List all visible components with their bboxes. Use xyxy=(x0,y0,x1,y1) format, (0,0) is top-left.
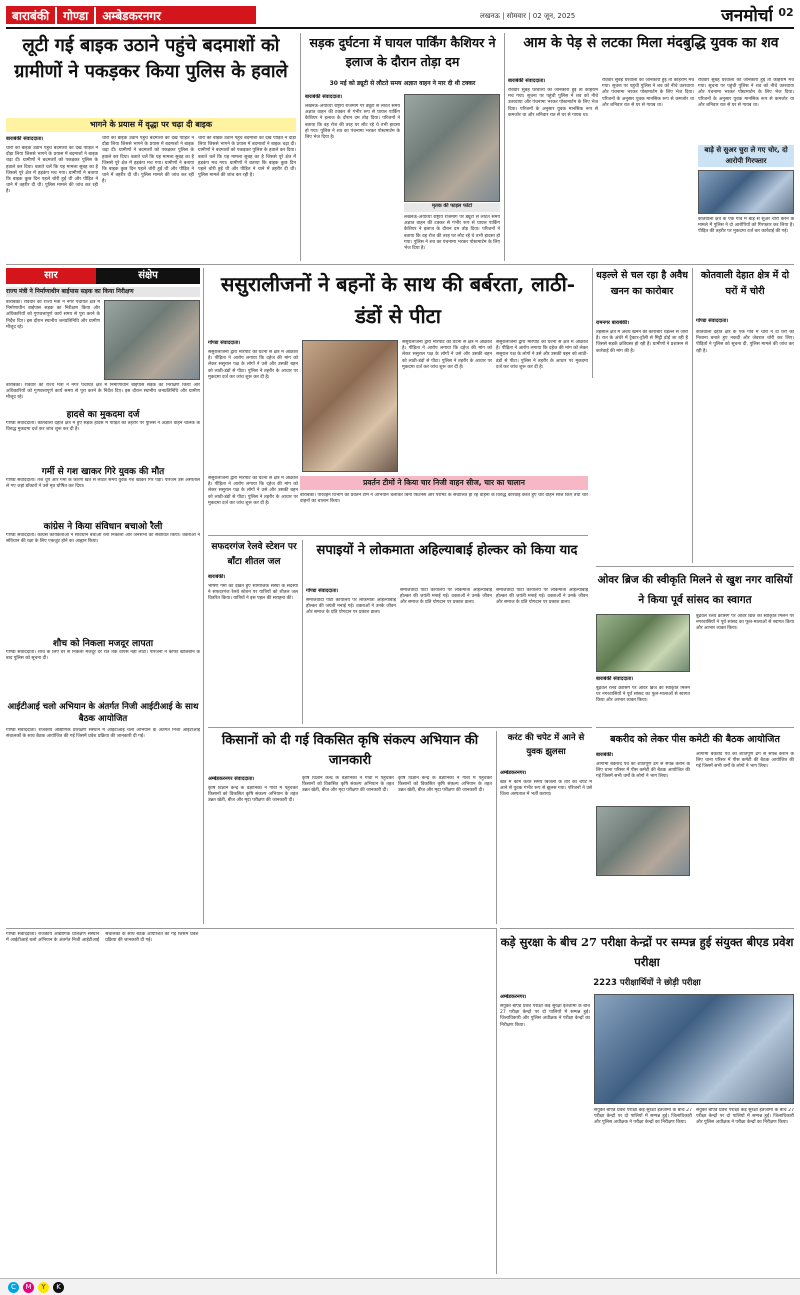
saar-item1-body: गोण्डा संवाददाता। कोतवाली देहात क्षेत्र में हुए सड़क हादसे में पीड़ित की तहरीर पर पुलिस ने अज्ञात वाहन चालक के विरुद्ध मुकदमा दर्ज कर जांच शुरू कर दी है। xyxy=(6,421,200,433)
section-bar xyxy=(6,6,256,24)
story1-body: चोरी की बाइक उठाने पहुंचे बदमाशों को देख पीड़ित ने दौड़ा लिया जिससे भागने के प्रयास में बदमाशों ने बाइक चढ़ा दी। ग्रामीणों ने बदमाशों को पकड़कर पुलिस के हवाले कर दिया। बताते चलें कि यह मामला सुबह का है जिससे पूरे क्षेत्र में हड़कंप मच गया। ग्रामीणों ने बताया कि बाइक कुछ दिन पहले चोरी हुई थी और पीड़ित ने थाने में तहरीर दी थी। पुलिस मामले की जांच कर रही है। xyxy=(6,146,98,195)
story15-subhead: 2223 परीक्षार्थियों ने छोड़ी परीक्षा xyxy=(593,978,701,988)
story11-photo xyxy=(596,614,690,672)
saar-item0-body-cont: बाराबंकी। रविवार को राज्य मंत्री ने नगर पंचायत क्षेत्र में निर्माणाधीन बाईपास सड़क का निरीक्षण किया और अधिकारियों को गुणवत्तापूर्ण कार्य समय से पूरा करने के निर्देश दिए। इस दौरान स्थानीय जनप्रतिनिधि और ग्रामीण मौजूद रहे। xyxy=(6,383,200,401)
story2-byline: बाराबंकी संवाददाता। xyxy=(305,94,343,100)
story10-body-col3: समाजवादी पार्टी कार्यालय पर लोकमाता अहिल्याबाई होल्कर की जयंती मनाई गई। वक्ताओं ने उनके जीवन और समाज के प्रति योगदान पर प्रकाश डाला। xyxy=(496,588,588,606)
story4-photo xyxy=(698,170,794,214)
story12-body: आगामी बकरीद पर्व को शांतिपूर्ण ढंग से संपन्न कराने के लिए थाना परिसर में पीस कमेटी की बैठक आयोजित की गई जिसमें सभी धर्मों के लोगों ने भाग लिया। xyxy=(596,762,690,780)
story13-body-col3: कृषि विज्ञान केन्द्र के वैज्ञानिकों ने गांवों में पहुंचकर किसानों को विकसित कृषि संकल्प अभियान के तहत उन्नत खेती, बीज और मृदा परीक्षण की जानकारी दी। xyxy=(398,776,492,794)
story13-body-col2: कृषि विज्ञान केन्द्र के वैज्ञानिकों ने गांवों में पहुंचकर किसानों को विकसित कृषि संकल्प अभियान के तहत उन्नत खेती, बीज और मृदा परीक्षण की जानकारी दी। xyxy=(302,776,394,794)
story13-body: कृषि विज्ञान केन्द्र के वैज्ञानिकों ने गांवों में पहुंचकर किसानों को विकसित कृषि संकल्प अभियान के तहत उन्नत खेती, बीज और मृदा परीक्षण की जानकारी दी। xyxy=(208,786,298,804)
story1-body-col2: चोरी की बाइक उठाने पहुंचे बदमाशों को देख पीड़ित ने दौड़ा लिया जिससे भागने के प्रयास में बदमाशों ने बाइक चढ़ा दी। ग्रामीणों ने बदमाशों को पकड़कर पुलिस के हवाले कर दिया। बताते चलें कि यह मामला सुबह का है जिससे पूरे क्षेत्र में हड़कंप मच गया। ग्रामीणों ने बताया कि बाइक कुछ दिन पहले चोरी हुई थी और पीड़ित ने थाने में तहरीर दी थी। पुलिस मामले की जांच कर रही है। xyxy=(102,136,194,185)
saar-item2-title: गर्मी से गश खाकर गिरे युवक की मौत xyxy=(41,467,165,476)
story9-body: भीषण गर्मी को देखते हुए सामाजिक संस्था के सदस्यों ने सफदरगंज रेलवे स्टेशन पर यात्रियों को शीतल जल वितरित किया। यात्रियों ने इस पहल की सराहना की। xyxy=(208,584,298,602)
story12-headline: बकरीद को लेकर पीस कमेटी की बैठक आयोजित xyxy=(610,734,780,745)
story3-body-col2: रविवार सुबह घरवालों को जानकारी हुई तो कोहराम मच गया। सूचना पर पहुंची पुलिस ने शव को नीचे उतरवाया और पंचनामा भरकर पोस्टमार्टम के लिए भेज दिया। परिजनों के अनुसार युवक मानसिक रूप से कमजोर था और शनिवार रात से घर से गायब था। xyxy=(602,78,694,108)
story4-body: कोतवाली क्षेत्र के एक गांव में बाड़े से सुअर चोरी करने के मामले में पुलिस ने दो आरोपियों को गिरफ्तार कर लिया है। पीड़ित की तहरीर पर मुकदमा दर्ज कर कार्रवाई की गई। xyxy=(698,217,794,235)
story9-headline: सफदरगंज रेलवे स्टेशन पर बाँटा शीतल जल xyxy=(211,542,297,567)
story15-body: संयुक्त बीएड प्रवेश परीक्षा कड़े सुरक्षा इंतजामों के बीच 27 परीक्षा केन्द्रों पर दो पालियों में सम्पन्न हुई। जिलाधिकारी और पुलिस अधीक्षक ने परीक्षा केन्द्रों का निरीक्षण किया। xyxy=(500,1004,590,1028)
story3-body: रविवार सुबह घरवालों को जानकारी हुई तो कोहराम मच गया। सूचना पर पहुंची पुलिस ने शव को नीचे उतरवाया और पंचनामा भरकर पोस्टमार्टम के लिए भेज दिया। परिजनों के अनुसार युवक मानसिक रूप से कमजोर था और शनिवार रात से घर से गायब था। xyxy=(508,88,598,118)
saar-item3-title: कांग्रेस ने किया संविधान बचाओ रैली xyxy=(43,522,163,531)
color-mark-k: K xyxy=(53,1282,64,1293)
section-label: गोण्डा xyxy=(55,7,94,24)
story15-byline: अम्बेडकरनगर। xyxy=(500,994,527,1000)
saar-tab-primary: सार xyxy=(6,268,96,284)
story11-byline: बाराबंकी संवाददाता। xyxy=(596,676,634,682)
saar-tab xyxy=(6,268,200,284)
story8-title: कोतवाली देहात क्षेत्र में दो घरों में चोरी xyxy=(700,270,790,297)
saar-item1-title: हादसे का मुकदमा दर्ज xyxy=(66,410,140,419)
story2-subhead: 30 मई को ड्यूटी से लौटते समय अज्ञात वाहन ने मार दी थी टक्कर xyxy=(329,80,476,87)
story14-headline: करंट की चपेट में आने से युवक झुलसा xyxy=(507,733,585,757)
story1-byline: बाराबंकी संवाददाता। xyxy=(6,136,44,142)
story8-byline: गोण्डा संवाददाता। xyxy=(696,318,729,324)
saar-item5-body-cont: गोण्डा संवाददाता। राजकीय औद्योगिक प्रशिक्षण संस्थान में आईटीआई चलो अभियान के अंतर्गत निजी आईटीआई संचालकों के साथ बैठक आयोजित की गई जिसमें प्रवेश प्रक्रिया की जानकारी दी गई। xyxy=(6,932,199,944)
saar-item0-body: बाराबंकी। रविवार को राज्य मंत्री ने नगर पंचायत क्षेत्र में निर्माणाधीन बाईपास सड़क का निरीक्षण किया और अधिकारियों को गुणवत्तापूर्ण कार्य समय से पूरा करने के निर्देश दिए। इस दौरान स्थानीय जनप्रतिनिधि और ग्रामीण मौजूद रहे। xyxy=(6,300,100,330)
story1-subhead: भागने के प्रयास में वृद्धा पर चढ़ा दी बाइक xyxy=(6,118,296,132)
story6-headline: प्रवर्तन टीमों ने किया चार निजी वाहन सीज, चार का चालान xyxy=(300,476,588,490)
edition-date: लखनऊ | सोमवार | 02 जून, 2025 xyxy=(480,12,576,20)
brand-logo: जनमोर्चा xyxy=(721,6,773,25)
story10-headline: सपाइयों ने लोकमाता अहिल्याबाई होल्कर को किया याद xyxy=(316,543,578,558)
story3-byline: बाराबंकी संवाददाता। xyxy=(508,78,546,84)
story7-byline: रामनगर बाराबंकी। xyxy=(596,320,630,326)
story15-body-col2: संयुक्त बीएड प्रवेश परीक्षा कड़े सुरक्षा इंतजामों के बीच 27 परीक्षा केन्द्रों पर दो पालियों में सम्पन्न हुई। जिलाधिकारी और पुलिस अधीक्षक ने परीक्षा केन्द्रों का निरीक्षण किया। xyxy=(594,1108,692,1126)
story5-body: ससुरालीजनों द्वारा मारपीट की घटना से क्षेत्र में आक्रोश है। पीड़िता ने आरोप लगाया कि दहेज की मांग को लेकर ससुराल पक्ष के लोगों ने उसे और उसकी बहन को लाठी-डंडों से पीटा। पुलिस ने तहरीर के आधार पर मुकदमा दर्ज कर जांच शुरू कर दी है। xyxy=(208,350,298,380)
story10-byline: गोण्डा संवाददाता। xyxy=(306,588,339,594)
story15-body-col3: संयुक्त बीएड प्रवेश परीक्षा कड़े सुरक्षा इंतजामों के बीच 27 परीक्षा केन्द्रों पर दो पालियों में सम्पन्न हुई। जिलाधिकारी और पुलिस अधीक्षक ने परीक्षा केन्द्रों का निरीक्षण किया। xyxy=(696,1108,794,1126)
story14-body: खेत में काम करते समय बिजली के तार की चपेट में आने से युवक गंभीर रूप से झुलस गया। परिजनों ने उसे जिला अस्पताल में भर्ती कराया। xyxy=(500,780,592,798)
saar-item2-body: गोण्डा संवाददाता। तेज धूप और गर्मी के कारण खेत से लौटते समय युवक गश खाकर गिर पड़ा। परिजन उसे अस्पताल ले गए जहां डॉक्टरों ने उसे मृत घोषित कर दिया। xyxy=(6,478,200,490)
saar-item0-photo xyxy=(104,300,200,380)
saar-item4-title: शौच को निकला मजदूर लापता xyxy=(52,639,154,648)
story5-photo xyxy=(302,340,398,472)
story10-body-col2: समाजवादी पार्टी कार्यालय पर लोकमाता अहिल्याबाई होल्कर की जयंती मनाई गई। वक्ताओं ने उनके जीवन और समाज के प्रति योगदान पर प्रकाश डाला। xyxy=(400,588,492,606)
saar-item4-body: गोण्डा संवाददाता। शौच के लिए घर से निकला मजदूर देर रात तक वापस नहीं लौटा। परिजनों ने काफी खोजबीन के बाद पुलिस को सूचना दी। xyxy=(6,650,200,662)
story5-headline: ससुरालीजनों ने बहनों के साथ की बर्बरता, लाठी-डंडों से पीटा xyxy=(220,272,576,328)
story15-headline: कड़े सुरक्षा के बीच 27 परीक्षा केन्द्रों पर सम्पन्न हुई संयुक्त बीएड प्रवेश परीक्षा xyxy=(500,935,794,969)
saar-item5-title: आईटीआई चलो अभियान के अंतर्गत निजी आईटीआई के साथ बैठक आयोजित xyxy=(7,702,199,724)
story11-headline: ओवर ब्रिज की स्वीकृति मिलने से खुश नगर वासियों ने किया पूर्व सांसद का स्वागत xyxy=(597,574,793,606)
story2-body-col2: लखनऊ-अयोध्या राष्ट्रीय राजमार्ग पर ड्यूटी से लौटते समय अज्ञात वाहन की टक्कर से गंभीर रूप से घायल पार्किंग कैशियर ने इलाज के दौरान दम तोड़ दिया। परिजनों ने बताया कि वह रोज की तरह घर लौट रहे थे तभी हादसा हो गया। पुलिस ने शव का पंचनामा भरकर पोस्टमार्टम के लिए भेज दिया है। xyxy=(404,215,500,252)
story11-body: बुढ़वल रेलवे क्रॉसिंग पर ओवर ब्रिज की स्वीकृति मिलने पर नगरवासियों ने पूर्व सांसद का फूल-मालाओं से स्वागत किया और आभार व्यक्त किया। xyxy=(596,686,690,704)
story2-photo xyxy=(404,94,500,202)
story14-byline: अम्बेडकरनगर। xyxy=(500,770,527,776)
saar-tab-secondary: संक्षेप xyxy=(96,268,200,284)
story12-byline: बाराबंकी। xyxy=(596,752,614,758)
story8-body: कोतवाली देहात क्षेत्र के एक गांव में चोरों ने दो घरों को निशाना बनाते हुए नकदी और जेवरात चोरी कर लिए। पीड़ितों ने पुलिस को सूचना दी, पुलिस मामले की जांच कर रही है। xyxy=(696,330,794,354)
story4-headline: बाड़े से सुअर चुरा ले गए चोर, दो आरोपी गिरफ्तार xyxy=(698,145,794,167)
page-number: 02 xyxy=(778,6,794,19)
story3-headline: आम के पेड़ से लटका मिला मंदबुद्धि युवक का शव xyxy=(523,35,779,51)
story12-body-col2: आगामी बकरीद पर्व को शांतिपूर्ण ढंग से संपन्न कराने के लिए थाना परिसर में पीस कमेटी की बैठक आयोजित की गई जिसमें सभी धर्मों के लोगों ने भाग लिया। xyxy=(696,752,794,770)
story2-caption: मृतक की फाइल फोटो xyxy=(404,203,500,212)
color-mark-c: C xyxy=(8,1282,19,1293)
story9-byline: बाराबंकी। xyxy=(208,574,226,580)
story3-body-col3: रविवार सुबह घरवालों को जानकारी हुई तो कोहराम मच गया। सूचना पर पहुंची पुलिस ने शव को नीचे उतरवाया और पंचनामा भरकर पोस्टमार्टम के लिए भेज दिया। परिजनों के अनुसार युवक मानसिक रूप से कमजोर था और शनिवार रात से घर से गायब था। xyxy=(698,78,794,108)
story5-byline: गोण्डा संवाददाता। xyxy=(208,340,241,346)
color-mark-m: M xyxy=(23,1282,34,1293)
story7-headline: धड़ल्ले से चल रहा है अवैध खनन का कारोबार xyxy=(596,270,688,297)
story2-body: लखनऊ-अयोध्या राष्ट्रीय राजमार्ग पर ड्यूटी से लौटते समय अज्ञात वाहन की टक्कर से गंभीर रूप से घायल पार्किंग कैशियर ने इलाज के दौरान दम तोड़ दिया। परिजनों ने बताया कि वह रोज की तरह घर लौट रहे थे तभी हादसा हो गया। पुलिस ने शव का पंचनामा भरकर पोस्टमार्टम के लिए भेज दिया है। xyxy=(305,104,400,141)
story5-body-col3: ससुरालीजनों द्वारा मारपीट की घटना से क्षेत्र में आक्रोश है। पीड़िता ने आरोप लगाया कि दहेज की मांग को लेकर ससुराल पक्ष के लोगों ने उसे और उसकी बहन को लाठी-डंडों से पीटा। पुलिस ने तहरीर के आधार पर मुकदमा दर्ज कर जांच शुरू कर दी है। xyxy=(496,340,588,370)
story6-body: बाराबंकी। परिवहन विभाग की प्रवर्तन टीम ने अभियान चलाकर बिना फिटनेस और परमिट के संचालित हो रहे वाहनों के विरुद्ध कार्रवाई करते हुए चार वाहन सीज किए तथा चार वाहनों का चालान किया। xyxy=(300,493,588,505)
saar-item3-body: गोण्डा संवाददाता। कांग्रेस कार्यकर्ताओं ने संविधान बचाओ रैली निकाली और जनसभा को संबोधित किया। वक्ताओं ने संविधान की रक्षा के लिए एकजुट होने का आह्वान किया। xyxy=(6,533,200,545)
story15-photo xyxy=(594,994,794,1104)
story11-body-col2: बुढ़वल रेलवे क्रॉसिंग पर ओवर ब्रिज की स्वीकृति मिलने पर नगरवासियों ने पूर्व सांसद का फूल-मालाओं से स्वागत किया और आभार व्यक्त किया। xyxy=(696,614,794,632)
story10-body: समाजवादी पार्टी कार्यालय पर लोकमाता अहिल्याबाई होल्कर की जयंती मनाई गई। वक्ताओं ने उनके जीवन और समाज के प्रति योगदान पर प्रकाश डाला। xyxy=(306,598,396,616)
story5-body-col1-cont: ससुरालीजनों द्वारा मारपीट की घटना से क्षेत्र में आक्रोश है। पीड़िता ने आरोप लगाया कि दहेज की मांग को लेकर ससुराल पक्ष के लोगों ने उसे और उसकी बहन को लाठी-डंडों से पीटा। पुलिस ने तहरीर के आधार पर मुकदमा दर्ज कर जांच शुरू कर दी है। xyxy=(208,476,298,506)
story7-body: तहसील क्षेत्र में अवैध खनन का कारोबार धड़ल्ले से जारी है। रात के अंधेरे में ट्रैक्टर-ट्रॉली से मिट्टी ढोई जा रही है जिससे सड़कें क्षतिग्रस्त हो रही हैं। ग्रामीणों ने प्रशासन से कार्रवाई की मांग की है। xyxy=(596,330,688,354)
saar-item0-title: राज्य मंत्री ने निर्माणाधीन बाईपास सड़क का किया निरीक्षण xyxy=(6,287,200,297)
saar-item5-body: गोण्डा संवाददाता। राजकीय औद्योगिक प्रशिक्षण संस्थान में आईटीआई चलो अभियान के अंतर्गत निजी आईटीआई संचालकों के साथ बैठक आयोजित की गई जिसमें प्रवेश प्रक्रिया की जानकारी दी गई। xyxy=(6,728,200,740)
section-label: बाराबंकी xyxy=(12,8,50,23)
registration-strip xyxy=(0,1278,800,1295)
story13-byline: अम्बेडकरनगर संवाददाता। xyxy=(208,776,255,782)
story13-headline: किसानों को दी गई विकसित कृषि संकल्प अभियान की जानकारी xyxy=(221,733,479,768)
story12-photo xyxy=(596,806,690,876)
story1-body-col3: चोरी की बाइक उठाने पहुंचे बदमाशों को देख पीड़ित ने दौड़ा लिया जिससे भागने के प्रयास में बदमाशों ने बाइक चढ़ा दी। ग्रामीणों ने बदमाशों को पकड़कर पुलिस के हवाले कर दिया। बताते चलें कि यह मामला सुबह का है जिससे पूरे क्षेत्र में हड़कंप मच गया। ग्रामीणों ने बताया कि बाइक कुछ दिन पहले चोरी हुई थी और पीड़ित ने थाने में तहरीर दी थी। पुलिस मामले की जांच कर रही है। xyxy=(198,136,296,179)
section-label: अम्बेडकरनगर xyxy=(94,7,167,24)
story1-headline: लूटी गई बाइक उठाने पहुंचे बदमाशों को ग्रामीणों ने पकड़कर किया पुलिस के हवाले xyxy=(14,35,288,82)
story5-body-col2: ससुरालीजनों द्वारा मारपीट की घटना से क्षेत्र में आक्रोश है। पीड़िता ने आरोप लगाया कि दहेज की मांग को लेकर ससुराल पक्ष के लोगों ने उसे और उसकी बहन को लाठी-डंडों से पीटा। पुलिस ने तहरीर के आधार पर मुकदमा दर्ज कर जांच शुरू कर दी है। xyxy=(402,340,492,370)
story2-headline: सड़क दुर्घटना में घायल पार्किंग कैशियर ने इलाज के दौरान तोड़ा दम xyxy=(309,35,496,69)
color-mark-y: Y xyxy=(38,1282,49,1293)
